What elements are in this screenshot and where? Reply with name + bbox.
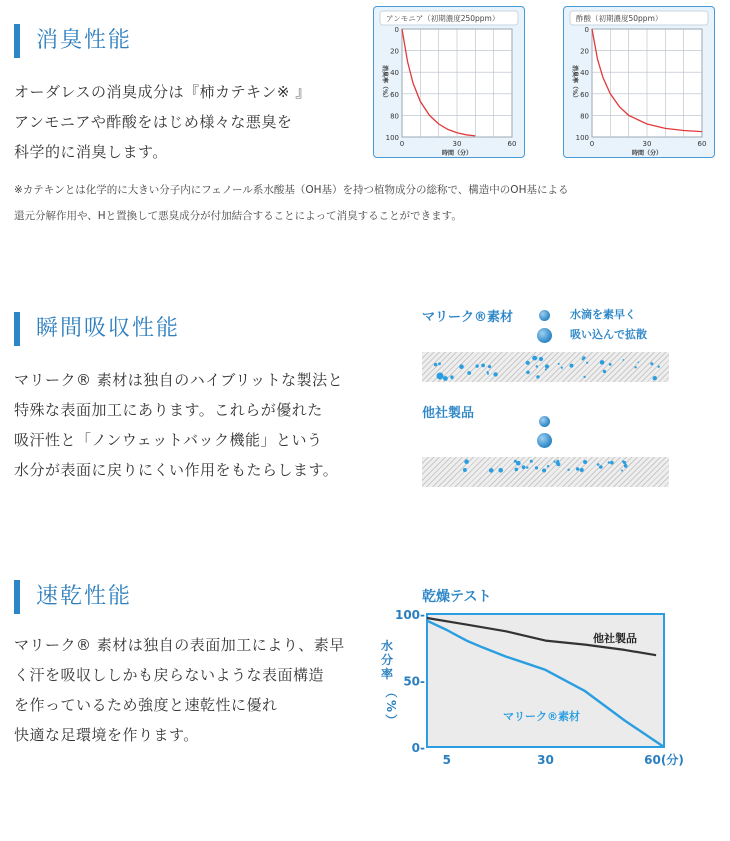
water-dot: [498, 468, 503, 473]
series-label-other: 他社製品: [593, 632, 637, 645]
y-axis-label-char: %: [384, 699, 398, 713]
x-tick-label: 5: [442, 753, 451, 767]
y-tick-label: 20: [390, 47, 399, 56]
water-dot: [487, 373, 489, 375]
water-dot: [475, 364, 478, 367]
water-dot: [536, 375, 539, 378]
x-tick-label: 30: [642, 140, 652, 148]
water-dot: [622, 460, 624, 462]
y-tick-label: 0: [584, 26, 589, 34]
water-dot: [582, 358, 584, 360]
y-tick-label: 50-: [403, 674, 425, 689]
water-dot: [481, 364, 485, 368]
water-dot: [547, 465, 549, 467]
water-dot: [624, 464, 628, 468]
text-line: アンモニアや酢酸をはじめ様々な悪臭を: [14, 113, 293, 131]
water-dot: [487, 371, 489, 373]
water-dot: [539, 357, 543, 361]
x-tick-label: 60: [697, 140, 707, 148]
water-dot: [526, 361, 530, 365]
section-accent-bar: [14, 312, 20, 346]
y-tick-label: 100: [385, 134, 399, 142]
water-dot: [489, 468, 494, 473]
absorbed-water-dots: [422, 352, 669, 382]
marik-caption: [570, 305, 647, 345]
water-dot: [545, 364, 549, 368]
section-accent-bar: [14, 580, 20, 614]
water-dot: [556, 462, 560, 466]
water-drop-icon: [537, 328, 552, 343]
water-dot: [530, 460, 533, 463]
catechin-footnote: [14, 177, 568, 229]
y-tick-label: 40: [580, 69, 589, 78]
text-line: 水分が表面に戻りにくい作用をもたらします。: [14, 461, 339, 479]
water-drop-icon: [539, 310, 550, 321]
ammonia-chart: [373, 6, 525, 158]
other-fabric-layer: [422, 457, 669, 487]
absorb-description: [14, 365, 343, 485]
text-line: 科学的に消臭します。: [14, 143, 168, 161]
footnote-line: ※カテキンとは化学的に大きい分子内にフェノール系水酸基（OH基）を持つ植物成分の総称で、構造中のOH基による: [14, 184, 569, 196]
water-dot: [526, 371, 530, 375]
x-tick-label: 30: [537, 753, 554, 767]
water-dot: [526, 466, 528, 468]
water-dot: [609, 363, 612, 366]
x-axis-label: 時間（分）: [631, 150, 663, 157]
text-line: マリーク® 素材は独自のハイブリットな製法と: [14, 371, 344, 389]
y-tick-label: 60: [390, 90, 399, 99]
caption-line: 水滴を素早く: [570, 308, 636, 321]
water-dot: [597, 463, 600, 466]
y-tick-label: 80: [580, 112, 589, 121]
section-accent-bar: [14, 24, 20, 58]
caption-line: 吸い込んで拡散: [570, 328, 647, 341]
series-label-marik: マリーク®素材: [503, 710, 580, 723]
water-dot: [599, 465, 603, 469]
y-tick-label: 80: [390, 112, 399, 121]
x-tick-label: 30: [452, 140, 462, 148]
y-tick-label: 0: [394, 26, 399, 34]
water-dot: [514, 460, 517, 463]
water-dot: [586, 362, 588, 364]
water-dot: [623, 359, 625, 361]
acetic-acid-chart: [563, 6, 715, 158]
y-axis-label-char: （: [384, 685, 398, 699]
water-dot: [443, 376, 448, 381]
x-tick-label: 0: [589, 140, 595, 148]
quickdry-description: [14, 630, 345, 750]
other-product-label: 他社製品: [422, 406, 475, 421]
text-line: オーダレスの消臭成分は『柿カテキン※ 』: [14, 83, 311, 101]
section-title-quickdry: 速乾性能: [36, 584, 133, 609]
water-dot: [434, 363, 437, 366]
water-dot: [535, 466, 538, 469]
y-axis-label-char: 水: [380, 639, 394, 653]
y-tick-label: 20: [580, 47, 589, 56]
water-drop-icon: [537, 433, 552, 448]
water-dot: [576, 467, 579, 470]
water-dot: [542, 469, 546, 473]
x-axis-label: 時間（分）: [441, 150, 473, 157]
water-dot: [658, 366, 660, 368]
water-dot: [638, 362, 640, 364]
marik-fabric-layer: [422, 352, 669, 382]
x-tick-label: 60(分): [644, 753, 684, 767]
water-dot: [536, 365, 538, 367]
text-line: 快適な足環境を作ります。: [14, 726, 199, 744]
water-dot: [567, 469, 569, 471]
water-dot: [558, 363, 560, 365]
water-dot: [467, 371, 471, 375]
water-dot: [438, 362, 441, 365]
section-title-absorb: 瞬間吸収性能: [36, 316, 181, 341]
water-dot: [621, 470, 623, 472]
text-line: マリーク® 素材は独自の表面加工により、素早: [14, 636, 345, 654]
chart-title: 酢酸（初期濃度50ppm）: [576, 14, 663, 23]
water-dot: [600, 360, 605, 365]
water-dot: [650, 362, 653, 365]
y-tick-label: 40: [390, 69, 399, 78]
y-axis-label-char: 率: [380, 667, 394, 681]
water-dot: [603, 370, 606, 373]
ammonia-chart-svg: [374, 7, 524, 157]
water-dot: [634, 366, 636, 368]
water-dot: [515, 468, 519, 472]
water-dot: [545, 369, 547, 371]
water-dot: [459, 364, 464, 369]
water-dot: [608, 461, 610, 463]
water-dot: [437, 373, 444, 380]
water-dot: [553, 460, 555, 462]
x-tick-label: 0: [399, 140, 405, 148]
water-dot: [522, 465, 526, 469]
text-line: 特殊な表面加工にあります。これらが優れた: [14, 401, 323, 419]
water-dot: [570, 364, 574, 368]
y-tick-label: 100: [575, 134, 589, 142]
dry-test-title: 乾燥テスト: [422, 589, 492, 605]
deodorant-description: [14, 77, 311, 167]
water-dot: [488, 365, 491, 368]
y-axis-label: 消臭率（%）: [381, 64, 388, 102]
text-line: く汗を吸収ししかも戻らないような表面構造: [14, 666, 325, 684]
water-dot: [532, 356, 537, 361]
water-dot: [583, 376, 585, 378]
y-tick-label: 100-: [394, 608, 425, 622]
chart-title: アンモニア（初期濃度250ppm）: [386, 14, 500, 23]
water-dot: [561, 367, 563, 369]
marik-material-label: マリーク®素材: [422, 310, 514, 325]
section-title-deodorant: 消臭性能: [36, 28, 133, 53]
x-tick-label: 60: [507, 140, 517, 148]
footnote-line: 還元分解作用や、Hと置換して悪臭成分が付加結合することによって消臭することができます。: [14, 210, 462, 222]
text-line: 吸汗性と「ノンウェットバック機能」という: [14, 431, 323, 449]
y-tick-label: 60: [580, 90, 589, 99]
y-axis-label-char: 分: [380, 653, 394, 667]
water-dot: [580, 468, 584, 472]
water-drop-icon: [539, 416, 550, 427]
dry-test-chart: [375, 608, 685, 768]
water-dot: [451, 377, 453, 379]
acetic-acid-chart-svg: [564, 7, 714, 157]
y-axis-label: 消臭率（%）: [571, 64, 578, 102]
y-tick-label: 0-: [411, 741, 425, 755]
water-dot: [610, 461, 614, 465]
water-dot: [463, 468, 467, 472]
water-dot: [653, 376, 657, 380]
y-axis-label-char: ）: [384, 713, 398, 727]
water-dot: [464, 459, 469, 464]
surface-water-dots: [422, 457, 669, 487]
water-dot: [493, 372, 497, 376]
water-dot: [583, 460, 587, 464]
text-line: を作っているため強度と速乾性に優れ: [14, 696, 278, 714]
